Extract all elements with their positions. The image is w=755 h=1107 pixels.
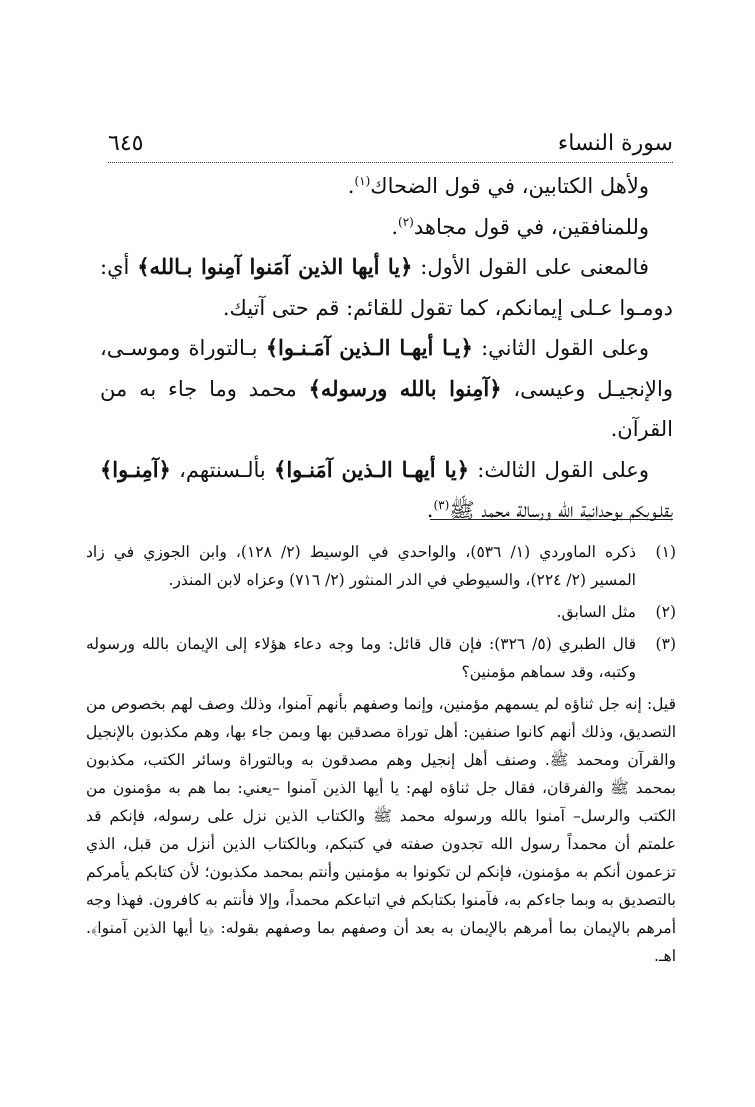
- footnote-1: [86, 538, 676, 594]
- paragraph-2: وللمنافقين، في قول مجاهد$^{(٢)}$.: [391, 214, 649, 239]
- surah-title: سورة النساء: [557, 131, 673, 156]
- footnote-3-continuation: [86, 690, 676, 970]
- paragraph-3: فالمعنى على القول الأول: ﴿يا أيها الذين آمَنوا آمِنوا بـالله﴾ أي: دومـوا عـلى إيمانكم، كما تقول للقائم: قم حتى آتيك.: [100, 254, 673, 320]
- footnote-number: (١): [655, 543, 676, 561]
- paragraph-5: وعلى القول الثالث: ﴿يا أيهـا الـذين آمَنـوا﴾ بألـسنتهم، ﴿آمِنـوا﴾ بقلـوبكم بوحدانية الله ورسالة محمد ﷺ$^{(٣)}$.: [100, 456, 673, 522]
- header-rule: [108, 162, 673, 163]
- footnote-ref-3: (٣): [433, 498, 450, 512]
- footnote-ref-1: (١): [354, 174, 371, 188]
- main-text: [100, 166, 673, 531]
- footnote-text: قال الطبري (٥/ ٣٢٦): فإن قال قائل: وما وجه دعاء هؤلاء إلى الإيمان بالله ورسوله وكتبه، وقد سماهم مؤمنين؟: [86, 635, 636, 681]
- footnotes: [86, 538, 676, 970]
- footnote-2: [86, 598, 676, 626]
- page-header: [108, 128, 673, 162]
- quran-quote: ﴿يا أيهـا الـذين آمَنـوا﴾: [274, 456, 470, 482]
- quran-quote: ﴿آمِنـوا﴾: [100, 456, 171, 482]
- footnote-number: (٣): [655, 635, 676, 653]
- footnote-number: (٢): [655, 603, 676, 621]
- page-number: ٦٤٥: [108, 131, 144, 156]
- paragraph-4: وعلى القول الثاني: ﴿يـا أيهـا الـذين آمَـنـوا﴾ بـالتوراة وموسـى، والإنجيـل وعيسى، ﴿آمِنوا بالله ورسوله﴾ محمد وما جاء به من القرآن.: [100, 335, 673, 441]
- quran-quote: ﴿يـا أيهـا الـذين آمَـنـوا﴾: [265, 335, 473, 360]
- footnote-3: [86, 630, 676, 686]
- quran-quote: ﴿آمِنوا بالله ورسوله﴾: [308, 375, 502, 401]
- footnote-ref-2: (٢): [398, 214, 414, 229]
- footnote-separator: [430, 519, 673, 520]
- footnote-text: مثل السابق.: [556, 603, 636, 621]
- quran-quote: ﴿يا أيها الذين آمَنوا آمِنوا بـالله﴾: [137, 254, 413, 279]
- footnote-text: ذكره الماوردي (١/ ٥٣٦)، والواحدي في الوسيط (٢/ ١٢٨)، وابن الجوزي في زاد المسير (٢/ ٢٢٤)، والسيوطي في الدر المنثور (٢/ ٧١٦) وعزاه لابن المنذر.: [86, 543, 637, 589]
- paragraph-1: ولأهل الكتابين، في قول الضحاك$^{(١)}$.: [347, 174, 649, 198]
- footnote-text: قيل: إنه جل ثناؤه لم يسمهم مؤمنين، وإنما وصفهم بأنهم آمنوا، وذلك وصف لهم بخصوص من التصديق، وذلك أنهم كانوا صنفين: أهل توراة مصدقين بها وبمن جاء بها، وهم مكذبون بالإنجيل والقرآن ومحمد ﷺ. وصنف أهل إنجيل وهم مصدقون به وبالتوراة وسائر الكتب، مكذبون بمحمد ﷺ والفرقان، فقال جل ثناؤه لهم: يا أيها الذين آمنوا –يعني: بما هم به مؤمنون من الكتب والرسل– آمنوا بالله ورسوله محمد ﷺ والكتاب الذين نزل على رسوله، فإنكم قد علمتم أن محمداً رسول الله تجدون صفته في كتبكم، وبالكتاب الذين أنزل من قبل، الذي تزعمون أنكم به مؤمنون، فإنكم لن تكونوا به مؤمنين وأنتم بمحمد مكذبون؛ لأن كتابكم يأمركم بالتصديق به وبما جاءكم به، فآمنوا بكتابكم في اتباعكم محمداً، وإلا فأنتم به كافرون. فهذا وجه أمرهم بالإيمان بما أمرهم بالإيمان به بعد أن وصفهم بما وصفهم بقوله: ﴿يا أيها الذين آمنوا﴾. اهـ.: [86, 695, 676, 965]
